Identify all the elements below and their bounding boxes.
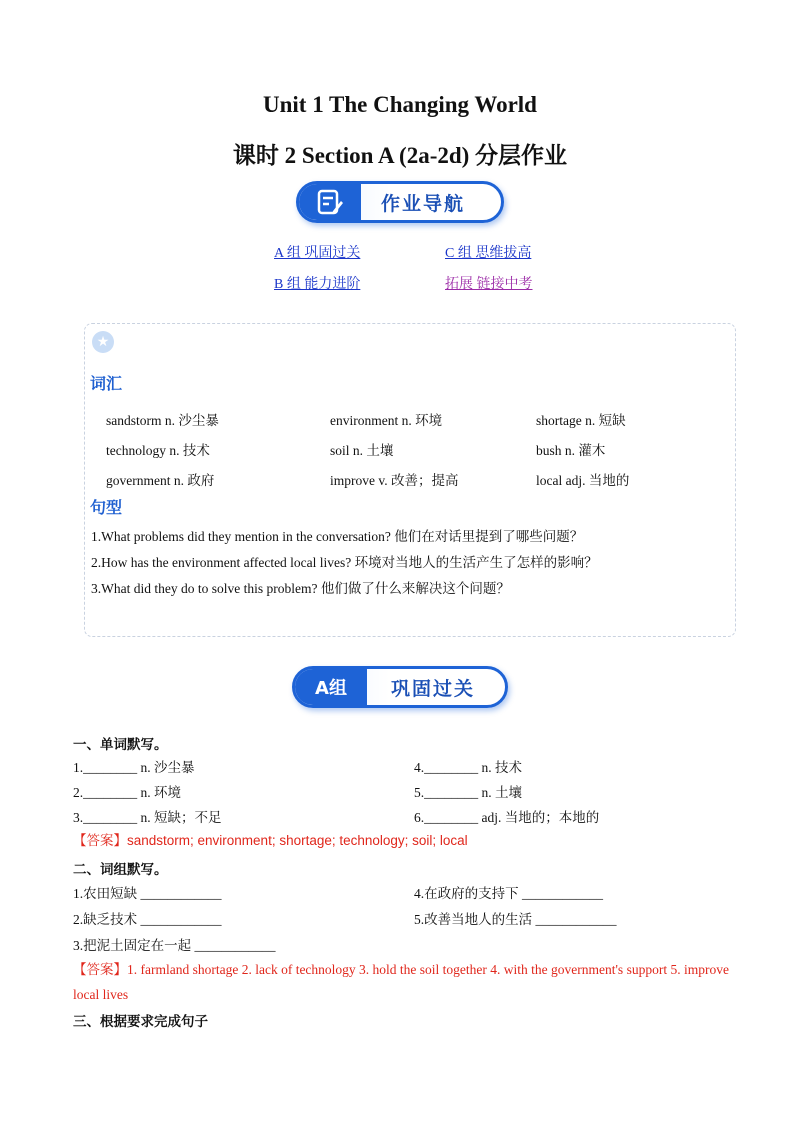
nav-banner-label: 作业导航 — [381, 192, 466, 215]
link-group-a[interactable]: A 组 巩固过关 — [274, 246, 361, 261]
part2-heading: 二、词组默写。 — [73, 862, 168, 878]
sentence-pattern: 2.How has the environment affected local lives? 环境对当地人的生活产生了怎样的影响？ — [91, 555, 598, 570]
sentence-pattern: 3.What did they do to solve this problem? 他们做了什么来解决这个问题？ — [91, 581, 510, 596]
group-a-banner — [292, 666, 508, 708]
star-icon: ★ — [92, 331, 114, 353]
link-group-b[interactable]: B 组 能力进阶 — [274, 277, 361, 292]
exercise-item: 3.把泥土固定在一起 ____________ — [73, 938, 276, 953]
vocab-word: government n. 政府 — [106, 473, 215, 488]
nav-banner — [296, 181, 504, 223]
answer-text: 【答案】1. farmland shortage 2. lack of technology 3. hold the soil together 4. with the government's support 5. improve local lives — [73, 962, 729, 1002]
sentence-heading: 句型 — [90, 498, 123, 517]
page-subtitle: 课时 2 Section A (2a-2d) 分层作业 — [232, 143, 568, 168]
exercise-item: 4.在政府的支持下 ____________ — [414, 886, 603, 901]
link-extension[interactable]: 拓展 链接中考 — [445, 277, 533, 292]
vocab-word: sandstorm n. 沙尘暴 — [106, 413, 219, 428]
exercise-item: 5.改善当地人的生活 ____________ — [414, 912, 617, 927]
exercise-item: 4.________ n. 技术 — [414, 760, 522, 775]
vocab-word: improve v. 改善；提高 — [330, 473, 459, 488]
vocab-word: local adj. 当地的 — [536, 473, 630, 488]
sentence-pattern: 1.What problems did they mention in the conversation? 他们在对话里提到了哪些问题？ — [91, 529, 584, 544]
page-title: Unit 1 The Changing World — [263, 92, 537, 117]
vocab-heading: 词汇 — [90, 374, 123, 393]
exercise-item: 5.________ n. 土壤 — [414, 785, 522, 800]
exercise-item: 3.________ n. 短缺；不足 — [73, 810, 222, 825]
link-group-c[interactable]: C 组 思维拔高 — [445, 246, 532, 261]
group-a-title: 巩固过关 — [391, 677, 476, 700]
exercise-item: 6.________ adj. 当地的；本地的 — [414, 810, 600, 825]
part3-heading: 三、根据要求完成句子 — [73, 1014, 208, 1030]
vocab-word: bush n. 灌木 — [536, 443, 606, 458]
exercise-item: 1.________ n. 沙尘暴 — [73, 760, 195, 775]
vocab-word: environment n. 环境 — [330, 413, 443, 428]
exercise-item: 1.农田短缺 ____________ — [73, 886, 222, 901]
vocab-word: soil n. 土壤 — [330, 443, 394, 458]
vocab-word: shortage n. 短缺 — [536, 413, 626, 428]
vocab-word: technology n. 技术 — [106, 443, 210, 458]
answer-text: 【答案】sandstorm; environment; shortage; technology; soil; local — [73, 833, 468, 848]
exercise-item: 2.缺乏技术 ____________ — [73, 912, 222, 927]
edit-document-icon — [299, 184, 361, 220]
group-a-label: A组 — [295, 669, 367, 705]
exercise-item: 2.________ n. 环境 — [73, 785, 181, 800]
part1-heading: 一、单词默写。 — [73, 737, 168, 753]
